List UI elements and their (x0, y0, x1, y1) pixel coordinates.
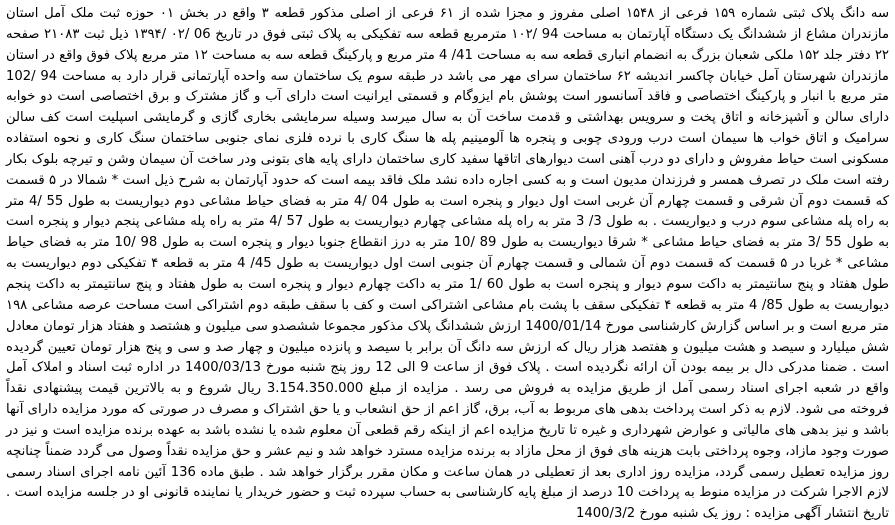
notice-body: سه دانگ پلاک ثبتی شماره ۱۵۹ فرعی از ۱۵۴۸ اصلی مفروز و مجزا شده از ۶۱ فرعی از اصلی مذکور قطعه ۳ واقع در بخش ۰۱ حوزه ثبت ملک آمل استان مازندران مشاع از ششدانگ یک دستگاه آپارتمان به مساحت 94 /۱۰۲ مترمربع قطعه سه تفکیکی به پلاک ثبتی فوق در تاریخ 06 /۰۲ /۱۳۹۴ ذیل ثبت ۲۱۰۸۳ صفحه ۲۲ دفتر جلد ۱۵۲ ملکی شعبان بزرگ به انضمام انباری قطعه سه به مساحت 41/ 4 متر مربع و پارکینگ قطعه سه به مساحت ۱۲ متر مربع پلاک فوق واقع در استان مازندران شهرستان آمل خیابان چاکسر اندیشه ۶۲ ساختمان سرای مهر می باشد در طبقه سوم یک ساختمان سه واحده آپارتمانی قرار دارد به مساحت 94 /102 متر مربع با انبار و پارکینگ اختصاصی و فاقد آسانسور است پوشش بام ایزوگام و قسمتی ایرانیت است دارای آب و گاز مشترک و برق اختصاصی است دو خوابه دارای سالن و آشپزخانه و اتاق پخت و سرویس بهداشتی و قدمت ساخت آن به سال میرسد وسیله سرمایشی بخاری گازی و گرمایشی اسپلیت است کف سالن سرامیک و اتاق خواب ها سیمان است درب ورودی چوبی و پنجره ها آلومینیم پله ها سنگ کاری با نرده فلزی نمای جنوبی ساختمان سنگ کاری و نحوه استفاده مسکونی است حیاط مفروش و دارای دو درب آهنی است دیوارهای اتاقها سفید کاری ساختمان دارای پایه های بتونی ودر ساخت آن سیمان وشن و تیرچه بلوک بکار رفته است ملک در تصرف همسر و فرزندان مدیون است و به کسی اجاره داده نشد ملک فاقد بیمه است که حدود آپارتمان به شرح ذیل است * شمالا در ۵ قسمت که قسمت دوم آن شرقی و قسمت چهارم آن غربی است اول دیوار و پنجره است به طول 04 /4 متر به فضای حیاط مشاعی دوم دیواریست به طول 55 /4 متر به راه پله مشاعی سوم درب و دیواریست . به طول 3/ 3 متر به راه پله مشاعی چهارم دیواریست به طول 57 /4 متر به راه پله مشاعی پنجم دیوار و پنجره است به طول 55 /3 متر به فضای حیاط مشاعی * شرقا دیواریست به طول 89 /10 متر به درز انقطاع جنوبا دیوار و پنجره است به طول 98 /10 متر به فضای حیاط مشاعی * غربا در ۵ قسمت که قسمت دوم آن شمالی و قسمت چهارم آن جنوبی است اول دیواریست به طول 45/ 4 متر به قطعه ۴ تفکیکی دوم دیواریست به طول هفتاد و پنج سانتیمتر به داکت سوم دیوار و پنجره است به طول 60 /1 متر به داکت چهارم دیوار و پنجره است به طول هفتاد و پنج سانتیمتر به داکت پنجم دیواریست به طول 85/ 4 متر به قطعه ۴ تفکیکی سقف با پشت بام مشاعی اشتراکی است و کف با سقف طبقه دوم اشتراکی است مساحت عرصه مشاعی ۱۹۸ متر مربع است و بر اساس گزارش کارشناسی مورخ 1400/01/14 ارزش ششدانگ پلاک مذکور مجموعا ششصدو سی میلیون و هشتصد و هفتاد هزار تومان معادل شش میلیارد و سیصد و هشت میلیون و هفتصد هزار ریال که ارزش سه دانگ آن برابر با سیصد و پانزده میلیون و چهار صد و سی و پنج هزار تومان تعیین گردیده است . ضمنا مدرکی دال بر بیمه بودن آن ارائه نگردیده است . پلاک فوق از ساعت 9 الی 12 روز پنج شنبه مورخ 1400/03/13 در اداره ثبت اسناد و املاک آمل واقع در شعبه اجرای اسناد رسمی آمل از طریق مزایده به فروش می رسد . مزایده از مبلغ 3.154.350.000 ریال شروع و به بالاترین قیمت پیشنهادی نقداً فروخته می شود. لازم به ذکر است پرداخت بدهی های مربوط به آب، برق، گاز اعم از حق انشعاب و یا حق اشتراک و مصرف در صورتی که مورد مزایده دارای آنها باشد و نیز بدهی های مالیاتی و عوارض شهرداری و غیره تا تاریخ مزایده اعم از اینکه رقم قطعی آن معلوم شده یا نشده باشد به عهده برنده مزایده است و نیز در صورت وجود مازاد، وجوه پرداختی بابت هزینه های فوق از محل مازاد به برنده مزایده مسترد خواهد شد و نیم عشر و حق مزایده نقداً وصول می گردد ضمناً چنانچه روز مزایده تعطیل رسمی گردد، مزایده روز اداری بعد از تعطیلی در همان ساعت و مکان مقرر برگزار خواهد شد . طبق ماده 136 آئین نامه اجرای اسناد رسمی لازم الاجرا شرکت در مزایده منوط به پرداخت 10 درصد از مبلغ پایه کارشناسی به حساب سپرده ثبت و حضور خریدار یا نماینده قانونی او در جلسه مزایده است . تاریخ انتشار آگهی مزایده : روز یک شنبه مورخ 1400/3/2 (6, 6, 890, 522)
auction-notice (6, 4, 890, 522)
